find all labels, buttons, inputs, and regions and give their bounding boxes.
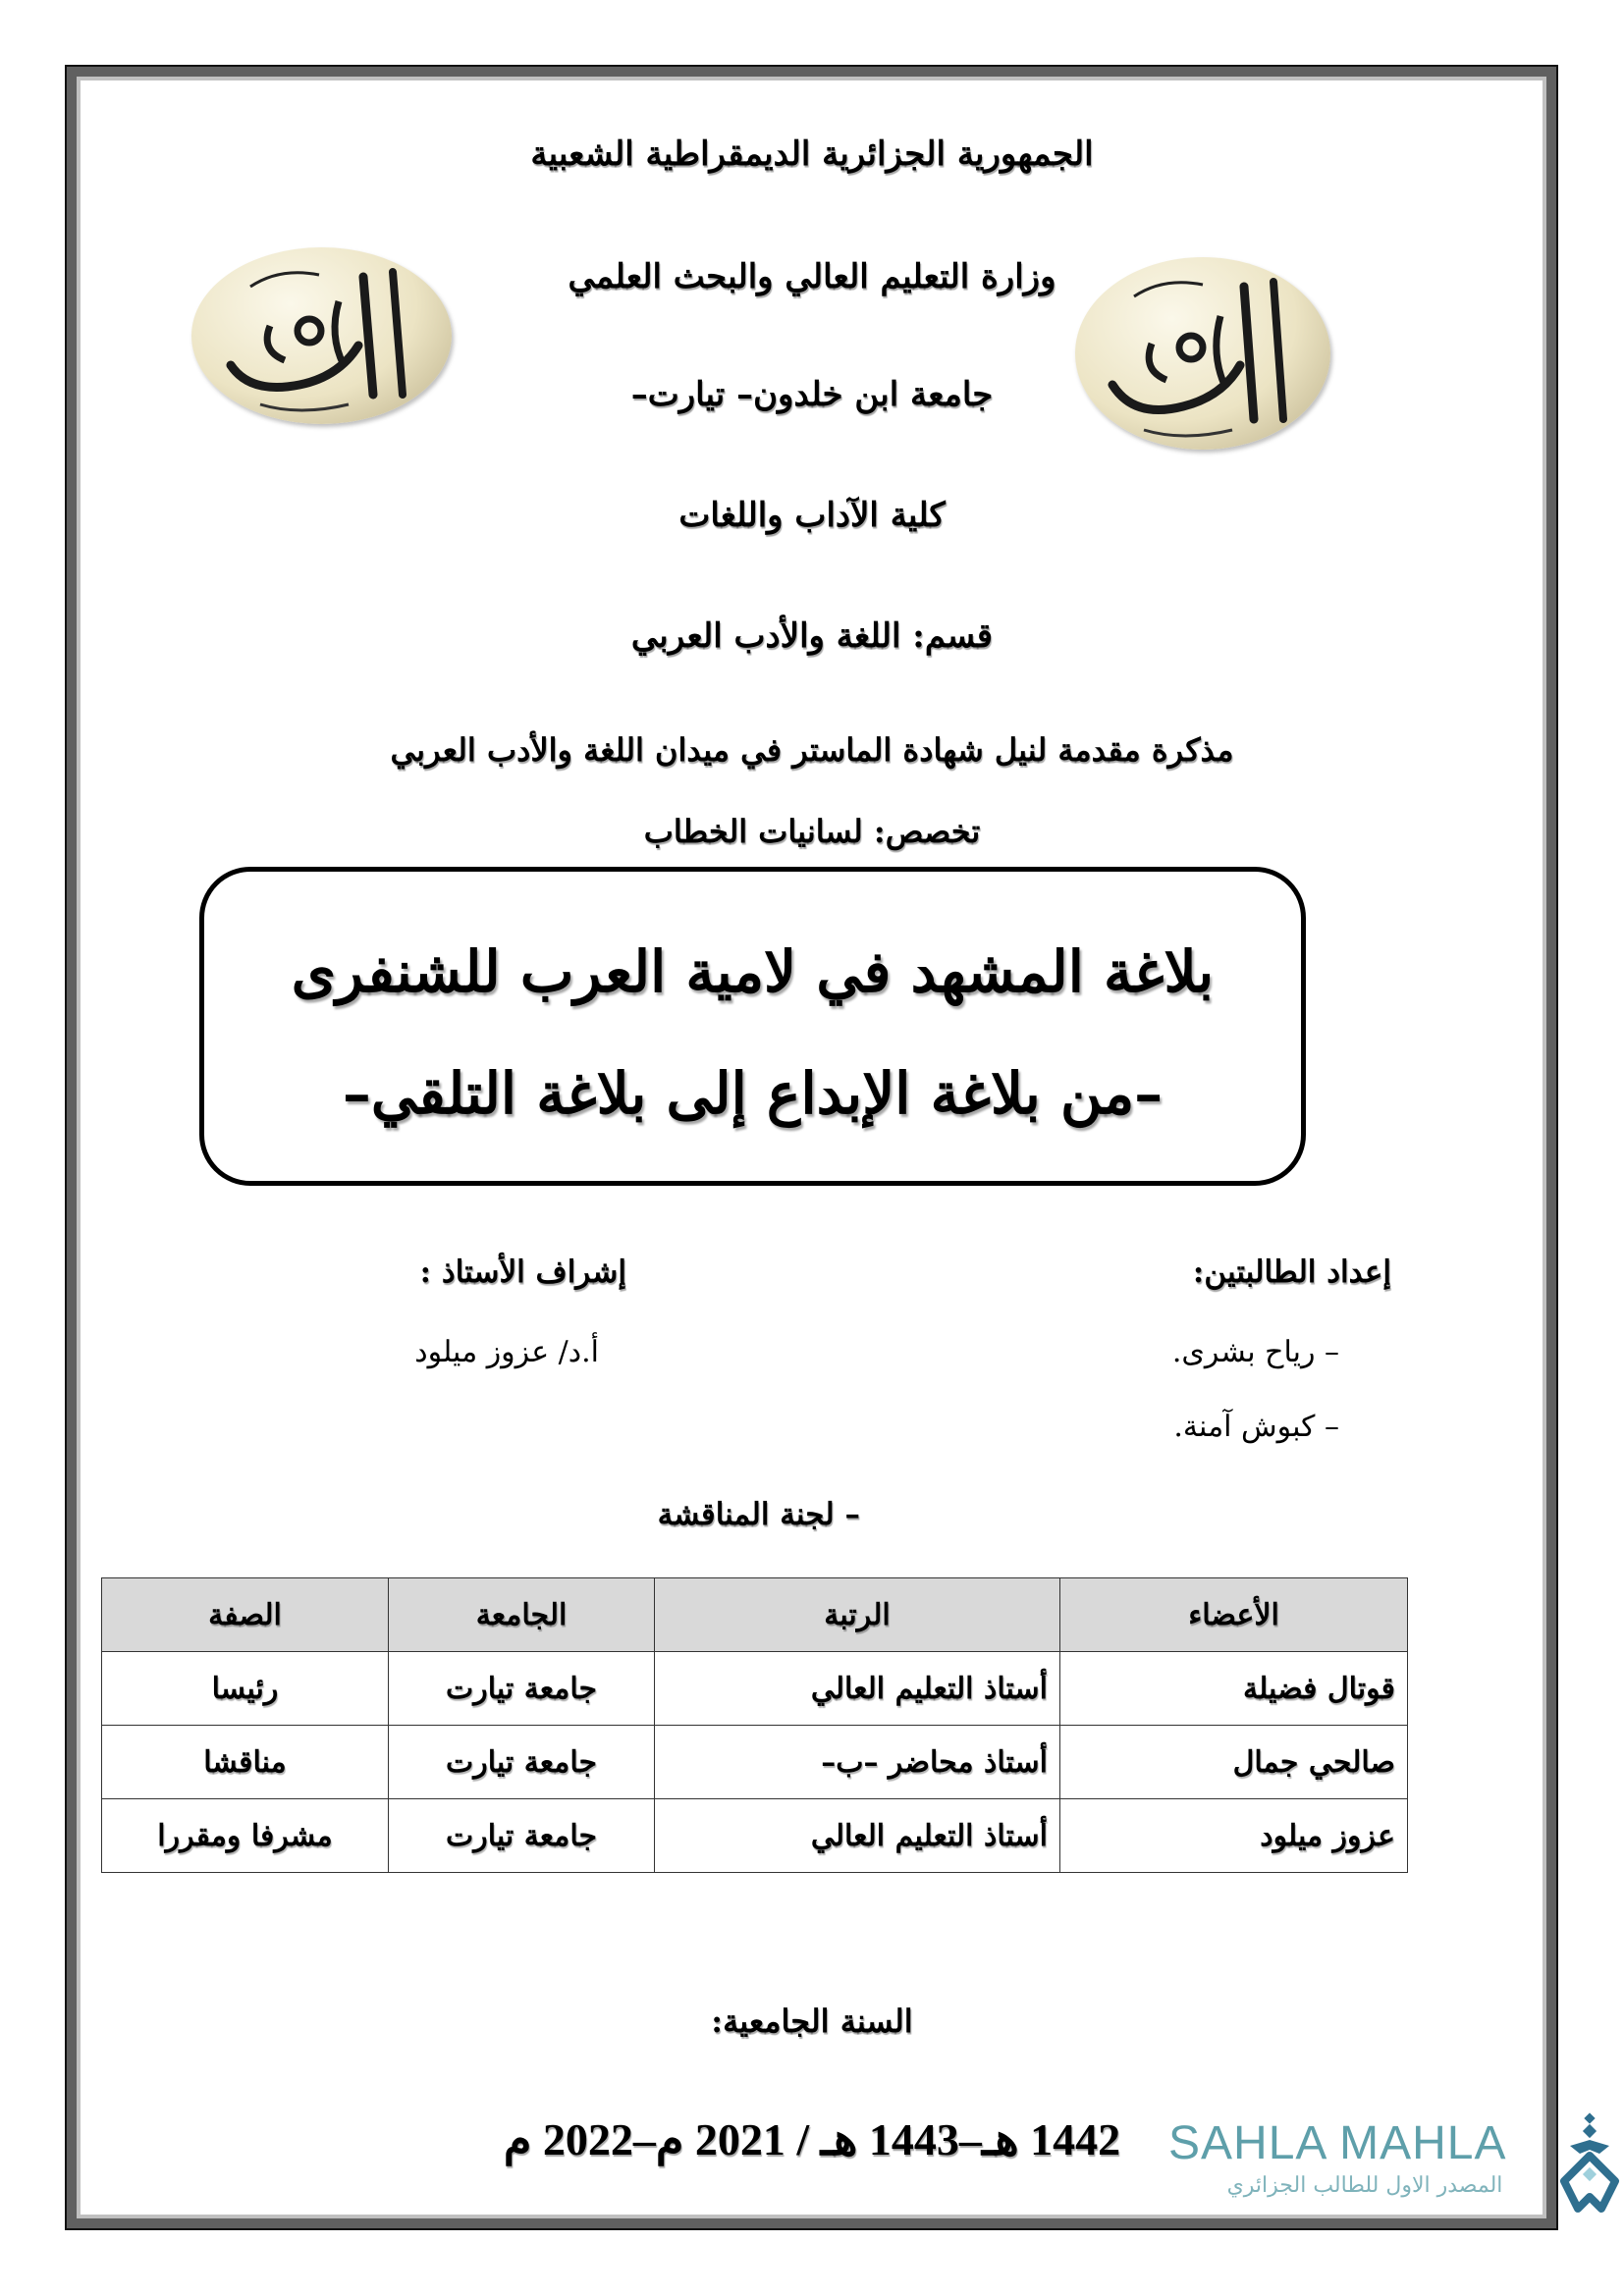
faculty-name: كلية الآداب واللغات [678, 496, 946, 535]
student-name: – رياح بشرى. [1171, 1335, 1339, 1369]
university-logo-icon [1075, 257, 1330, 450]
university-name: جامعة ابن خلدون– تيارت– [630, 375, 994, 414]
students-label: إعداد الطالبتين: [1192, 1255, 1391, 1290]
department-name: قسم: اللغة والأدب العربي [630, 616, 994, 656]
member-name: صالحي جمال [1060, 1726, 1408, 1799]
logo-calligraphy-icon [191, 247, 452, 424]
student-name: – كبوش آمنة. [1173, 1410, 1339, 1444]
column-header-members: الأعضاء [1060, 1578, 1408, 1652]
university-logo-icon [191, 247, 452, 424]
column-header-role: الصفة [102, 1578, 389, 1652]
thesis-title-box [199, 867, 1306, 1186]
member-role: مشرفا ومقررا [102, 1799, 389, 1873]
thesis-purpose: مذكرة مقدمة لنيل شهادة الماستر في ميدان اللغة والأدب العربي [390, 731, 1234, 769]
member-university: جامعة تيارت [389, 1652, 655, 1726]
table-row [102, 1799, 1408, 1873]
member-rank: أستاذ محاضر –ب– [655, 1726, 1060, 1799]
watermark-title: SAHLA MAHLA [1168, 2117, 1507, 2169]
member-name: عزوز ميلود [1060, 1799, 1408, 1873]
column-header-rank: الرتبة [655, 1578, 1060, 1652]
member-role: مناقشا [102, 1726, 389, 1799]
member-university: جامعة تيارت [389, 1799, 655, 1873]
column-header-university: الجامعة [389, 1578, 655, 1652]
watermark [1168, 2117, 1561, 2198]
member-rank: أستاذ التعليم العالي [655, 1652, 1060, 1726]
thesis-title-main: بلاغة المشهد في لامية العرب للشنفرى [291, 938, 1215, 1005]
supervisor-label: إشراف الأستاذ : [419, 1255, 626, 1290]
sahla-mahla-logo-icon [1556, 2110, 1623, 2218]
committee-label: – لجنة المناقشة [657, 1497, 860, 1532]
member-name: قوتال فضيلة [1060, 1652, 1408, 1726]
watermark-subtitle: المصدر الاول للطالب الجزائري [1226, 2173, 1503, 2198]
table-row [102, 1726, 1408, 1799]
logo-calligraphy-icon [1075, 257, 1330, 450]
member-rank: أستاذ التعليم العالي [655, 1799, 1060, 1873]
member-university: جامعة تيارت [389, 1726, 655, 1799]
committee-table [101, 1577, 1408, 1873]
ministry-name: وزارة التعليم العالي والبحث العلمي [568, 257, 1056, 296]
country-name: الجمهورية الجزائرية الديمقراطية الشعبية [530, 134, 1094, 174]
academic-year-value: 1442 هـ–1443 هـ / 2021 م–2022 م [503, 2114, 1121, 2164]
thesis-title-subtitle: –من بلاغة الإبداع إلى بلاغة التلقي– [342, 1060, 1164, 1127]
table-header-row [102, 1578, 1408, 1652]
member-role: رئيسا [102, 1652, 389, 1726]
thesis-specialty: تخصص: لسانيات الخطاب [643, 813, 981, 850]
academic-year-label: السنة الجامعية: [711, 2002, 913, 2040]
supervisor-name: أ.د/ عزوز ميلود [414, 1335, 599, 1369]
table-row [102, 1652, 1408, 1726]
